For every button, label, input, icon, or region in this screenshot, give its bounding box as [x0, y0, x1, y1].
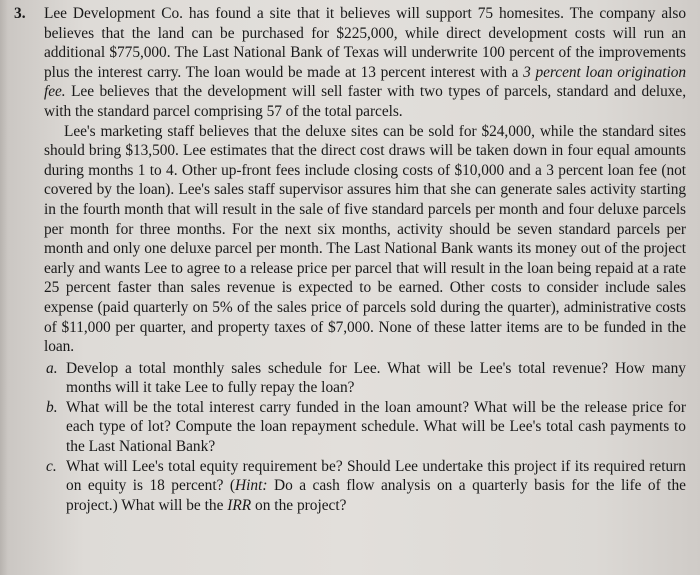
- part-c-text-a: What will Lee's total equity requirement be? Should Lee undertake this project if its required return on equity is 18 percent? (: [66, 457, 686, 495]
- question-part-a: [46, 359, 686, 398]
- page-shadow: [0, 0, 8, 575]
- part-a-text: Develop a total monthly sales schedule for Lee. What will be Lee's total revenue? How many months will it take Lee to fully repay the loan?: [66, 359, 686, 397]
- question-parts: [14, 359, 686, 516]
- part-c-text-b: Do a cash flow analysis on a quarterly basis for the life of the project.) What will be the: [66, 477, 686, 514]
- problem-paragraph-2: Lee's marketing staff believes that the deluxe sites can be sold for $24,000, while the standard sites should bring $13,500. Lee estimates that the direct cost draws will be taken down in four equal amounts during months 1 to 4. Other up-front fees include closing costs of $10,000 and a 3 percent loan fee (not covered by the loan). Lee's sales staff supervisor assures him that she can generate sales activity starting in the fourth month that will result in the sale of five standard parcels per month and four deluxe parcels per month for three months. For the next six months, activity should be seven standard parcels per month and only one deluxe parcel per month. The Last National Bank wants its money out of the project early and wants Lee to agree to a release price per parcel that will result in the loan being repaid at a rate 25 percent faster than sales revenue is expected to be earned. Other costs to consider include sales expense (paid quarterly on 5% of the sales price of parcels sold during the quarter), administrative costs of $11,000 per quarter, and property taxes of $7,000. None of these latter items are to be funded in the loan.: [44, 122, 686, 356]
- part-letter-a: a.: [46, 359, 58, 377]
- part-letter-c: c.: [46, 457, 57, 475]
- part-letter-b: b.: [46, 398, 58, 416]
- hint-label: Hint:: [235, 477, 268, 495]
- question-part-c: [46, 457, 686, 516]
- paragraph-1-text-b: Lee believes that the development will sell faster with two types of parcels, standard and deluxe, with the standard parcel comprising 57 of the total parcels.: [44, 83, 686, 120]
- paragraph-1-text-a: Lee Development Co. has found a site that it believes will support 75 homesites. The company also believes that the land can be purchased for $225,000, while direct development costs will run an additional $775,000. The Last National Bank of Texas will underwrite 100 percent of the improvements plus the interest carry. The loan would be made at 13 percent interest with a: [44, 5, 686, 81]
- problem-paragraph-1: [44, 4, 686, 122]
- loan-fee-italic: 3 percent loan origination fee.: [44, 63, 686, 101]
- irr-label: IRR: [227, 496, 252, 514]
- part-c-text-c: on the project?: [251, 496, 347, 514]
- problem-3: [14, 4, 686, 515]
- part-b-text: What will be the total interest carry funded in the loan amount? What will be the release price for each type of lot? Compute the loan repayment schedule. What will be Lee's total cash payments to the Last National Bank?: [66, 398, 686, 456]
- question-part-b: [46, 398, 686, 457]
- problem-number: 3.: [14, 5, 26, 22]
